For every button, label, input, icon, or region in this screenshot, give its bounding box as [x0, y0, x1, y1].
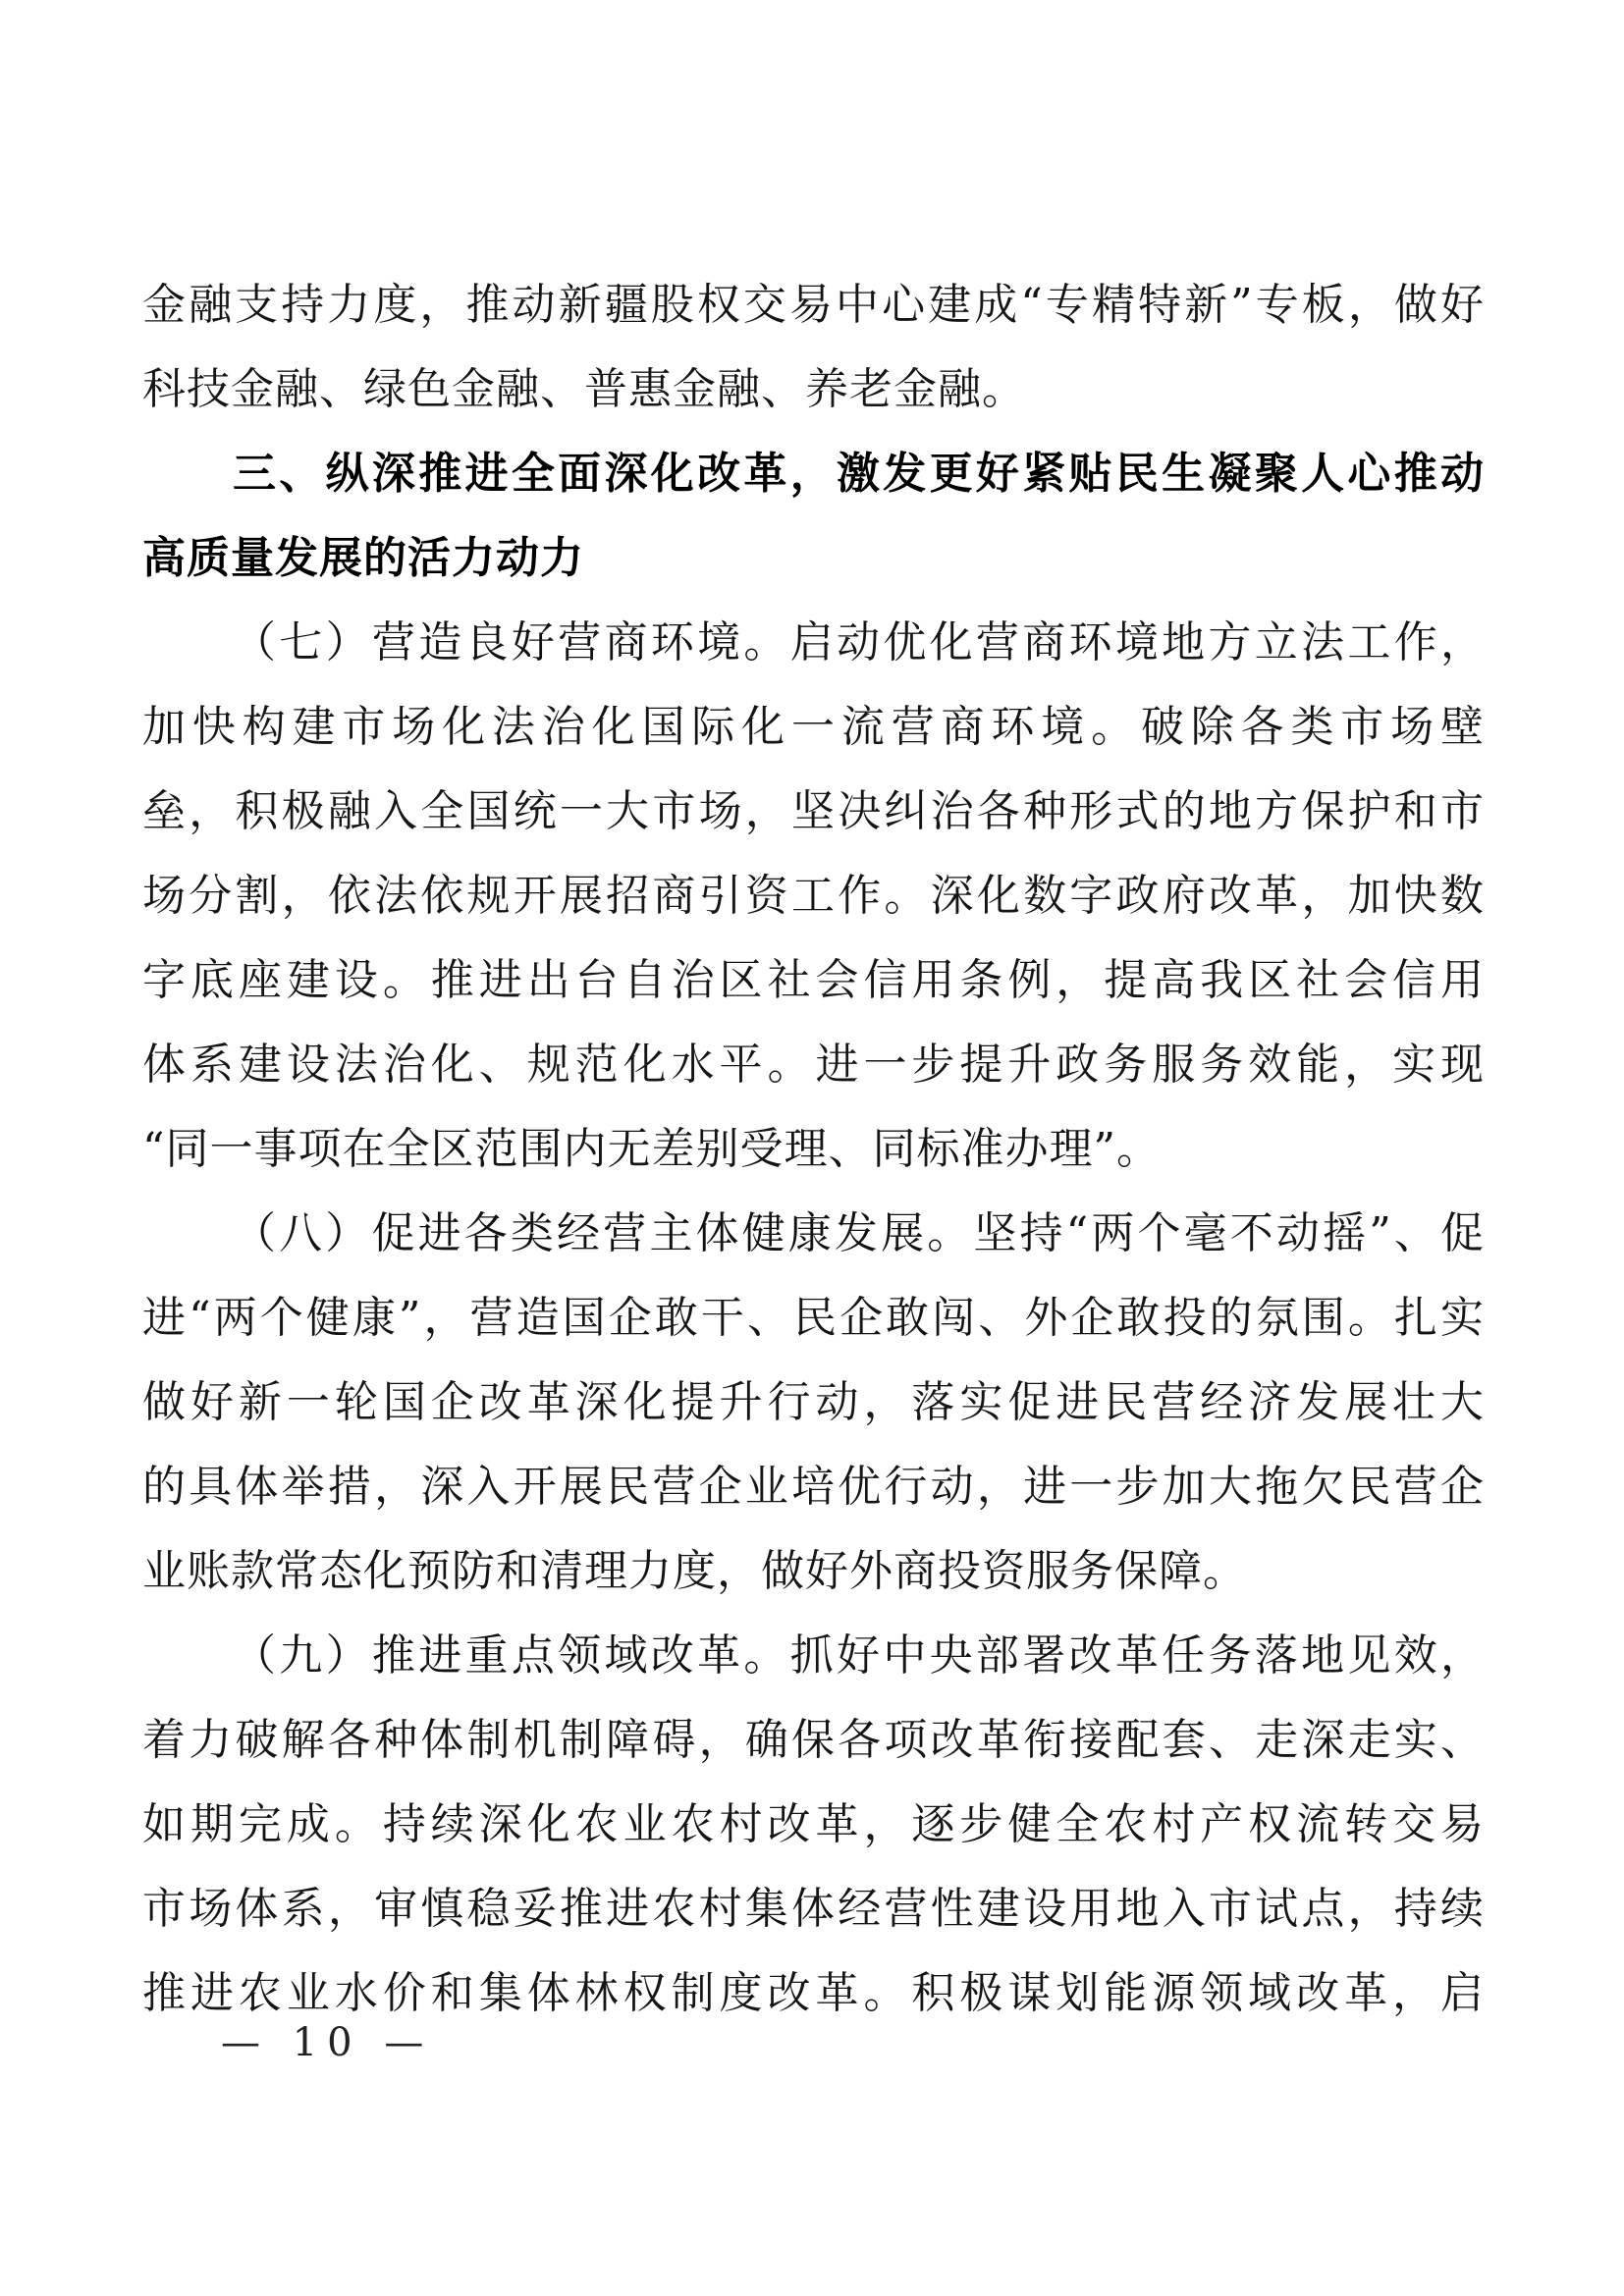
text-line: 金融支持力度，推动新疆股权交易中心建成“专精特新”专板，做好 [142, 280, 1485, 330]
section-heading-line: 三、纵深推进全面深化改革，激发更好紧贴民生凝聚人心推动 [233, 449, 1485, 499]
text-line: 字底座建设。推进出台自治区社会信用条例，提高我区社会信用 [142, 955, 1485, 1005]
text-line: （七）营造良好营商环境。启动优化营商环境地方立法工作， [233, 617, 1486, 667]
page-number: — 10 — [221, 2020, 434, 2065]
text-line: 场分割，依法依规开展招商引资工作。深化数字政府改革，加快数 [142, 871, 1485, 921]
text-line: 着力破解各种体制机制障碍，确保各项改革衔接配套、走深走实、 [142, 1715, 1485, 1765]
text-line: 如期完成。持续深化农业农村改革，逐步健全农村产权流转交易 [142, 1799, 1485, 1849]
section-heading-line: 高质量发展的活力动力 [142, 533, 584, 583]
paragraph-lead: （八）促进各类经营主体健康发展。 [233, 1208, 974, 1258]
text-line: “同一事项在全区范围内无差别受理、同标准办理”。 [142, 1124, 1161, 1174]
text-line: 加快构建市场化法治化国际化一流营商环境。破除各类市场壁 [142, 702, 1485, 752]
text-line: （九）推进重点领域改革。抓好中央部署改革任务落地见效， [233, 1630, 1486, 1681]
paragraph-lead: （九）推进重点领域改革。 [233, 1630, 790, 1681]
document-body [142, 263, 1485, 2036]
text-line: 体系建设法治化、规范化水平。进一步提升政务服务效能，实现 [142, 1040, 1485, 1090]
paragraph-lead: （七）营造良好营商环境。 [233, 617, 790, 667]
text-line: 业账款常态化预防和清理力度，做好外商投资服务保障。 [142, 1546, 1247, 1596]
text-line: 的具体举措，深入开展民营企业培优行动，进一步加大拖欠民营企 [142, 1462, 1485, 1512]
text-line: 垒，积极融入全国统一大市场，坚决纠治各种形式的地方保护和市 [142, 786, 1485, 836]
text-line: （八）促进各类经营主体健康发展。坚持“两个毫不动摇”、促 [233, 1208, 1485, 1258]
text-line: 做好新一轮国企改革深化提升行动，落实促进民营经济发展壮大 [142, 1377, 1485, 1427]
text-line: 进“两个健康”，营造国企敢干、民企敢闯、外企敢投的氛围。扎实 [142, 1293, 1485, 1343]
text-line: 市场体系，审慎稳妥推进农村集体经营性建设用地入市试点，持续 [142, 1884, 1485, 1934]
text-line: 推进农业水价和集体林权制度改革。积极谋划能源领域改革，启 [142, 1968, 1485, 2018]
text-line: 科技金融、绿色金融、普惠金融、养老金融。 [142, 364, 1026, 414]
